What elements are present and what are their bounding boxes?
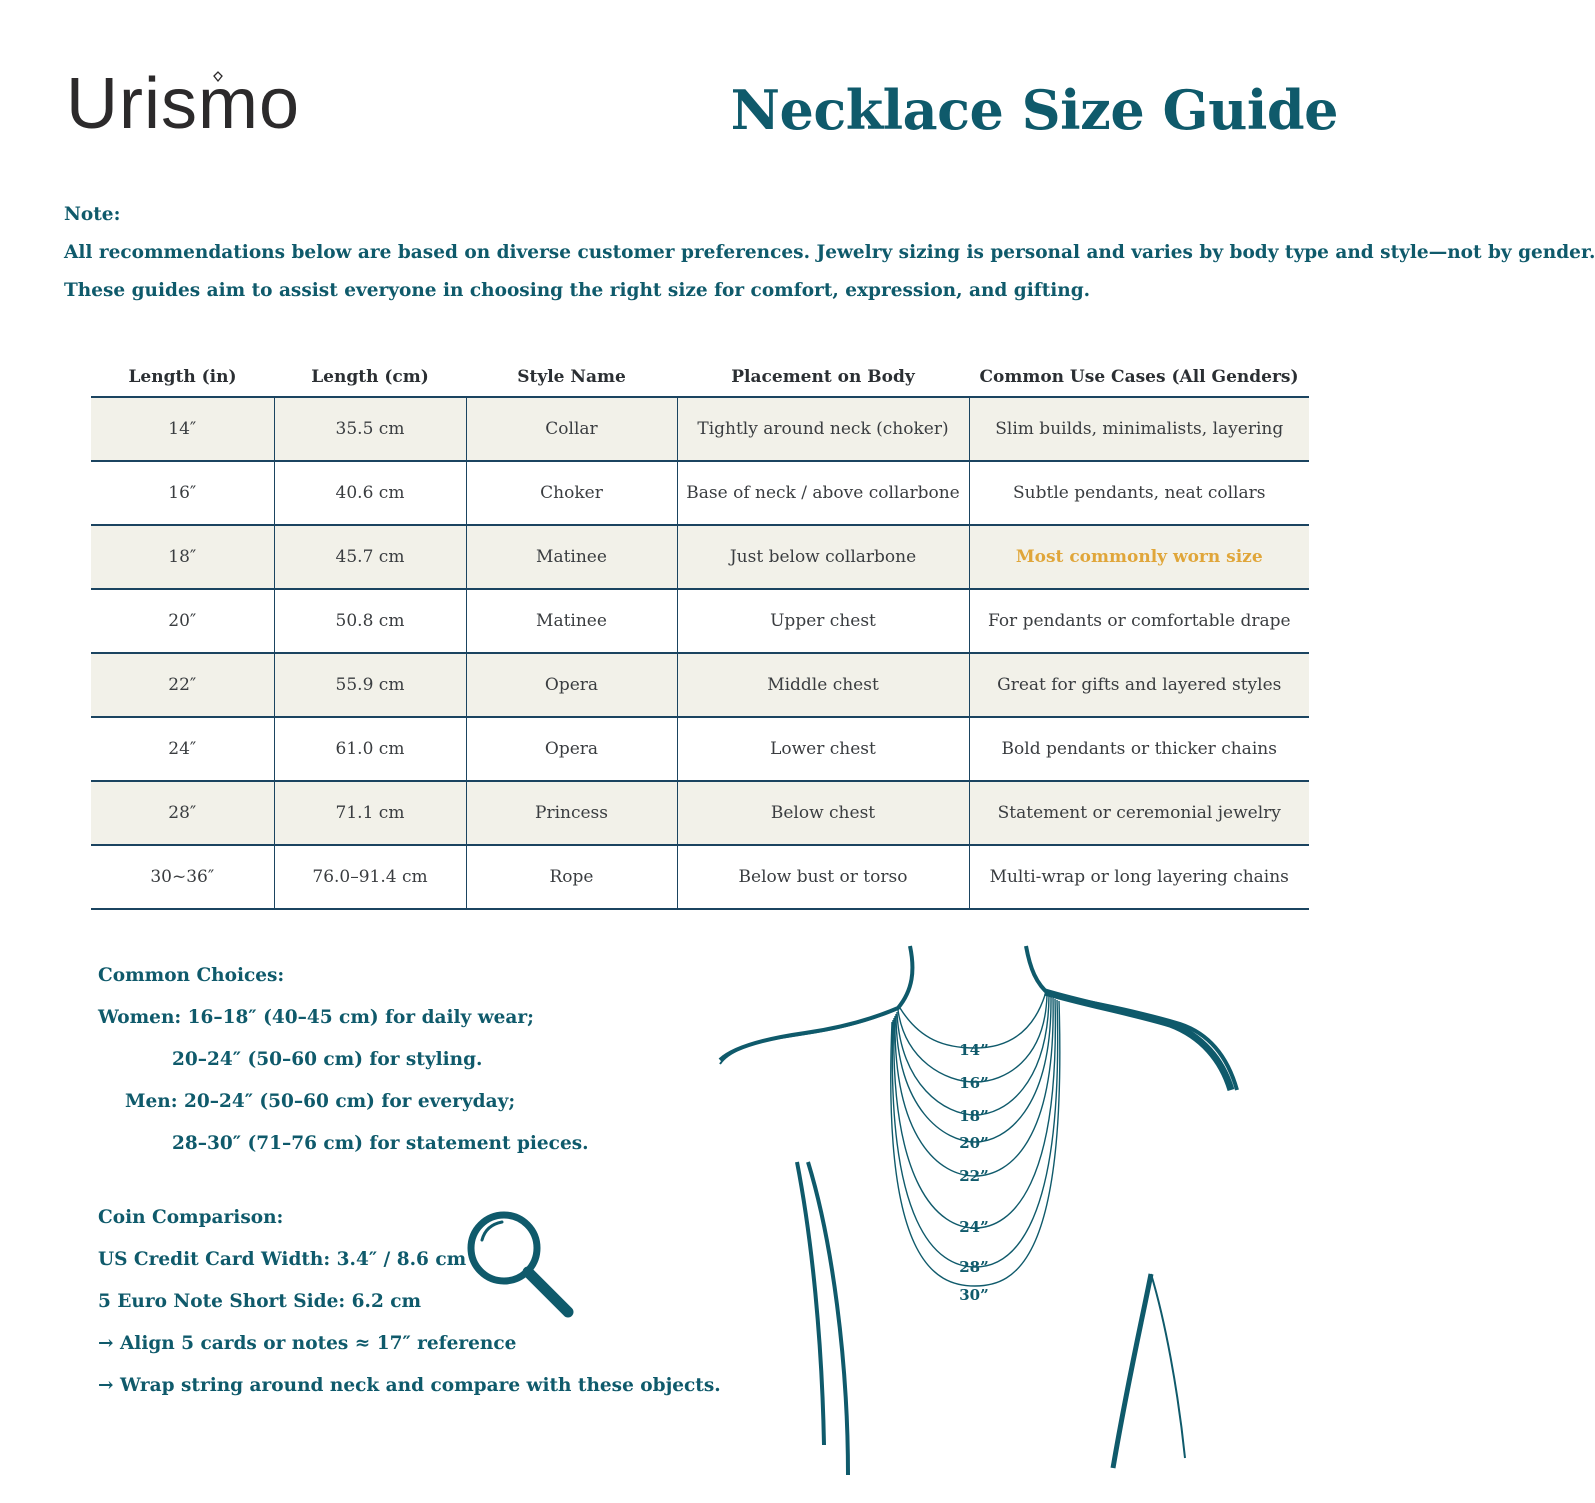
note-line-1: All recommendations below are based on diverse customer preferences. Jewelry sizing is personal and varies by body type and style—not by gender. bbox=[64, 242, 1595, 263]
women-choice-1: Women: 16–18″ (40–45 cm) for daily wear; bbox=[98, 1007, 534, 1028]
header-use-cases: Common Use Cases (All Genders) bbox=[969, 358, 1309, 397]
cell-length-cm: 61.0 cm bbox=[274, 717, 466, 781]
label-30: 30” bbox=[959, 1286, 989, 1304]
coin-comparison-heading: Coin Comparison: bbox=[98, 1207, 284, 1228]
men-choice-2: 28–30″ (71–76 cm) for statement pieces. bbox=[172, 1133, 589, 1154]
right-arm-line bbox=[1151, 1274, 1185, 1458]
cell-length-in: 14″ bbox=[91, 397, 274, 461]
cell-style-name: Opera bbox=[466, 717, 677, 781]
cell-placement: Just below collarbone bbox=[677, 525, 969, 589]
cell-length-in: 20″ bbox=[91, 589, 274, 653]
cell-style-name: Collar bbox=[466, 397, 677, 461]
logo-text: Urismo bbox=[66, 64, 300, 144]
label-20: 20” bbox=[959, 1134, 989, 1152]
table-row bbox=[91, 845, 1309, 909]
cell-style-name: Rope bbox=[466, 845, 677, 909]
right-shoulder-thick bbox=[1045, 992, 1231, 1090]
cell-length-in: 30~36″ bbox=[91, 845, 274, 909]
cell-length-cm: 55.9 cm bbox=[274, 653, 466, 717]
cell-placement: Base of neck / above collarbone bbox=[677, 461, 969, 525]
label-24: 24” bbox=[959, 1218, 989, 1236]
cell-length-cm: 40.6 cm bbox=[274, 461, 466, 525]
cell-style-name: Matinee bbox=[466, 589, 677, 653]
cell-placement: Lower chest bbox=[677, 717, 969, 781]
men-choice-1: Men: 20–24″ (50–60 cm) for everyday; bbox=[125, 1091, 516, 1112]
cell-use-cases: For pendants or comfortable drape bbox=[969, 589, 1309, 653]
note-heading: Note: bbox=[64, 204, 121, 225]
label-16: 16” bbox=[959, 1074, 989, 1092]
left-torso-line bbox=[808, 1162, 848, 1475]
align-tip: → Align 5 cards or notes ≈ 17″ reference bbox=[98, 1333, 517, 1354]
cell-use-cases: Slim builds, minimalists, layering bbox=[969, 397, 1309, 461]
cell-placement: Below chest bbox=[677, 781, 969, 845]
magnifier-icon bbox=[462, 1208, 586, 1328]
cell-style-name: Matinee bbox=[466, 525, 677, 589]
cell-length-in: 28″ bbox=[91, 781, 274, 845]
table-row bbox=[91, 653, 1309, 717]
cell-use-cases: Bold pendants or thicker chains bbox=[969, 717, 1309, 781]
label-22: 22” bbox=[959, 1167, 989, 1185]
table-row bbox=[91, 397, 1309, 461]
right-torso-line bbox=[1113, 1274, 1151, 1468]
table-row bbox=[91, 461, 1309, 525]
label-14: 14” bbox=[959, 1041, 989, 1059]
page-title: Necklace Size Guide bbox=[730, 78, 1338, 142]
table-row bbox=[91, 525, 1309, 589]
women-choice-2: 20–24″ (50–60 cm) for styling. bbox=[172, 1049, 483, 1070]
header-length-cm: Length (cm) bbox=[274, 358, 466, 397]
cell-placement: Tightly around neck (choker) bbox=[677, 397, 969, 461]
size-table bbox=[91, 358, 1309, 910]
cell-length-cm: 35.5 cm bbox=[274, 397, 466, 461]
cell-use-cases-highlight: Most commonly worn size bbox=[969, 525, 1309, 589]
label-28: 28” bbox=[959, 1258, 989, 1276]
cell-length-in: 16″ bbox=[91, 461, 274, 525]
euro-note-side: 5 Euro Note Short Side: 6.2 cm bbox=[98, 1291, 422, 1312]
note-line-2: These guides aim to assist everyone in choosing the right size for comfort, expression, and gifting. bbox=[64, 280, 1091, 301]
credit-card-width: US Credit Card Width: 3.4″ / 8.6 cm bbox=[98, 1249, 467, 1270]
left-shoulder bbox=[720, 946, 912, 1060]
table-row bbox=[91, 717, 1309, 781]
cell-use-cases: Statement or ceremonial jewelry bbox=[969, 781, 1309, 845]
table-row bbox=[91, 781, 1309, 845]
wrap-tip: → Wrap string around neck and compare with these objects. bbox=[98, 1375, 721, 1396]
cell-length-cm: 71.1 cm bbox=[274, 781, 466, 845]
common-choices-section bbox=[98, 955, 698, 1165]
urismo-logo bbox=[66, 58, 326, 144]
header-placement: Placement on Body bbox=[677, 358, 969, 397]
cell-placement: Upper chest bbox=[677, 589, 969, 653]
note-section bbox=[64, 196, 1595, 310]
cell-length-cm: 50.8 cm bbox=[274, 589, 466, 653]
necklace-16 bbox=[898, 995, 1047, 1082]
cell-length-cm: 76.0–91.4 cm bbox=[274, 845, 466, 909]
coin-comparison-section bbox=[98, 1197, 721, 1407]
cell-length-in: 24″ bbox=[91, 717, 274, 781]
header-style-name: Style Name bbox=[466, 358, 677, 397]
cell-style-name: Opera bbox=[466, 653, 677, 717]
brand-logo bbox=[66, 58, 326, 144]
cell-length-cm: 45.7 cm bbox=[274, 525, 466, 589]
cell-use-cases: Multi-wrap or long layering chains bbox=[969, 845, 1309, 909]
cell-placement: Below bust or torso bbox=[677, 845, 969, 909]
table-header-row bbox=[91, 358, 1309, 397]
cell-placement: Middle chest bbox=[677, 653, 969, 717]
cell-length-in: 18″ bbox=[91, 525, 274, 589]
common-choices-heading: Common Choices: bbox=[98, 965, 285, 986]
cell-style-name: Choker bbox=[466, 461, 677, 525]
cell-use-cases: Subtle pendants, neat collars bbox=[969, 461, 1309, 525]
body-diagram bbox=[700, 940, 1260, 1480]
table-row bbox=[91, 589, 1309, 653]
cell-use-cases: Great for gifts and layered styles bbox=[969, 653, 1309, 717]
cell-style-name: Princess bbox=[466, 781, 677, 845]
label-18: 18” bbox=[959, 1107, 989, 1125]
header-length-in: Length (in) bbox=[91, 358, 274, 397]
cell-length-in: 22″ bbox=[91, 653, 274, 717]
